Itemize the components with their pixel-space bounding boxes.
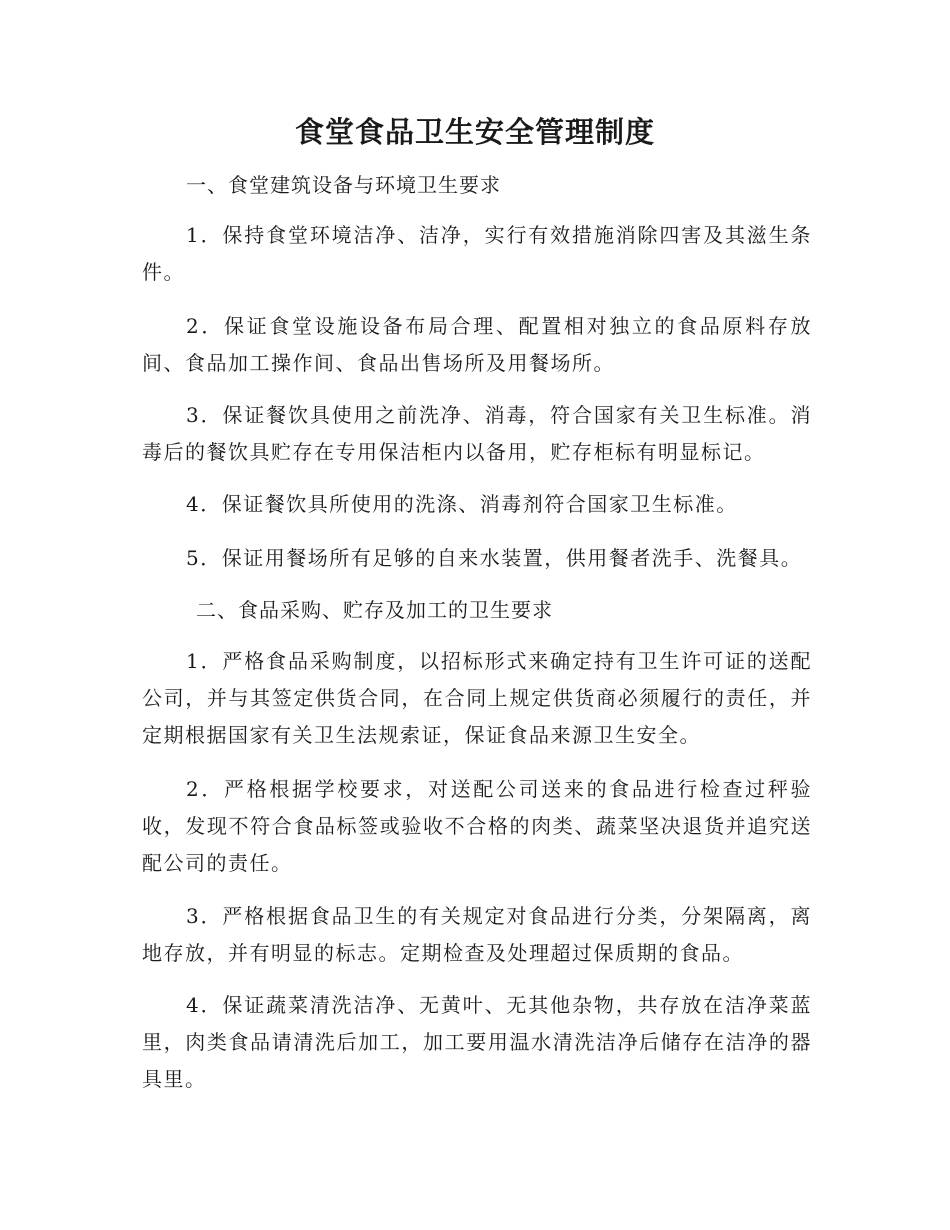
paragraph-2-4: 4．保证蔬菜清洗洁净、无黄叶、无其他杂物，共存放在洁净菜蓝里，肉类食品请清洗后加工，加工要用温水清洗洁净后储存在洁净的器具里。 [142, 993, 812, 1091]
paragraph-1-4: 4．保证餐饮具所使用的洗涤、消毒剂符合国家卫生标准。 [186, 492, 738, 516]
paragraph-2-2: 2．严格根据学校要求，对送配公司送来的食品进行检查过秤验收，发现不符合食品标签或验收不合格的肉类、蔬菜坚决退货并追究送配公司的责任。 [142, 777, 812, 875]
paragraph-2-1: 1．严格食品采购制度，以招标形式来确定持有卫生许可证的送配公司，并与其签定供货合同，在合同上规定供货商必须履行的责任，并定期根据国家有关卫生法规索证，保证食品来源卫生安全。 [142, 649, 812, 747]
section-heading-1: 一、食堂建筑设备与环境卫生要求 [186, 173, 501, 197]
paragraph-1-5: 5．保证用餐场所有足够的自来水装置，供用餐者洗手、洗餐具。 [186, 546, 803, 570]
paragraph-1-2: 2．保证食堂设施设备布局合理、配置相对独立的食品原料存放间、食品加工操作间、食品出售场所及用餐场所。 [142, 314, 812, 375]
paragraph-2-3: 3．严格根据食品卫生的有关规定对食品进行分类，分架隔离，离地存放，并有明显的标志。定期检查及处理超过保质期的食品。 [142, 904, 812, 965]
section-heading-2: 二、食品采购、贮存及加工的卫生要求 [196, 598, 553, 622]
paragraph-1-3: 3．保证餐饮具使用之前洗净、消毒，符合国家有关卫生标准。消毒后的餐饮具贮存在专用保洁柜内以备用，贮存柜标有明显标记。 [142, 403, 812, 464]
paragraph-1-1: 1．保持食堂环境洁净、洁净，实行有效措施消除四害及其滋生条件。 [142, 223, 812, 284]
document-title: 食堂食品卫生安全管理制度 [294, 115, 655, 149]
